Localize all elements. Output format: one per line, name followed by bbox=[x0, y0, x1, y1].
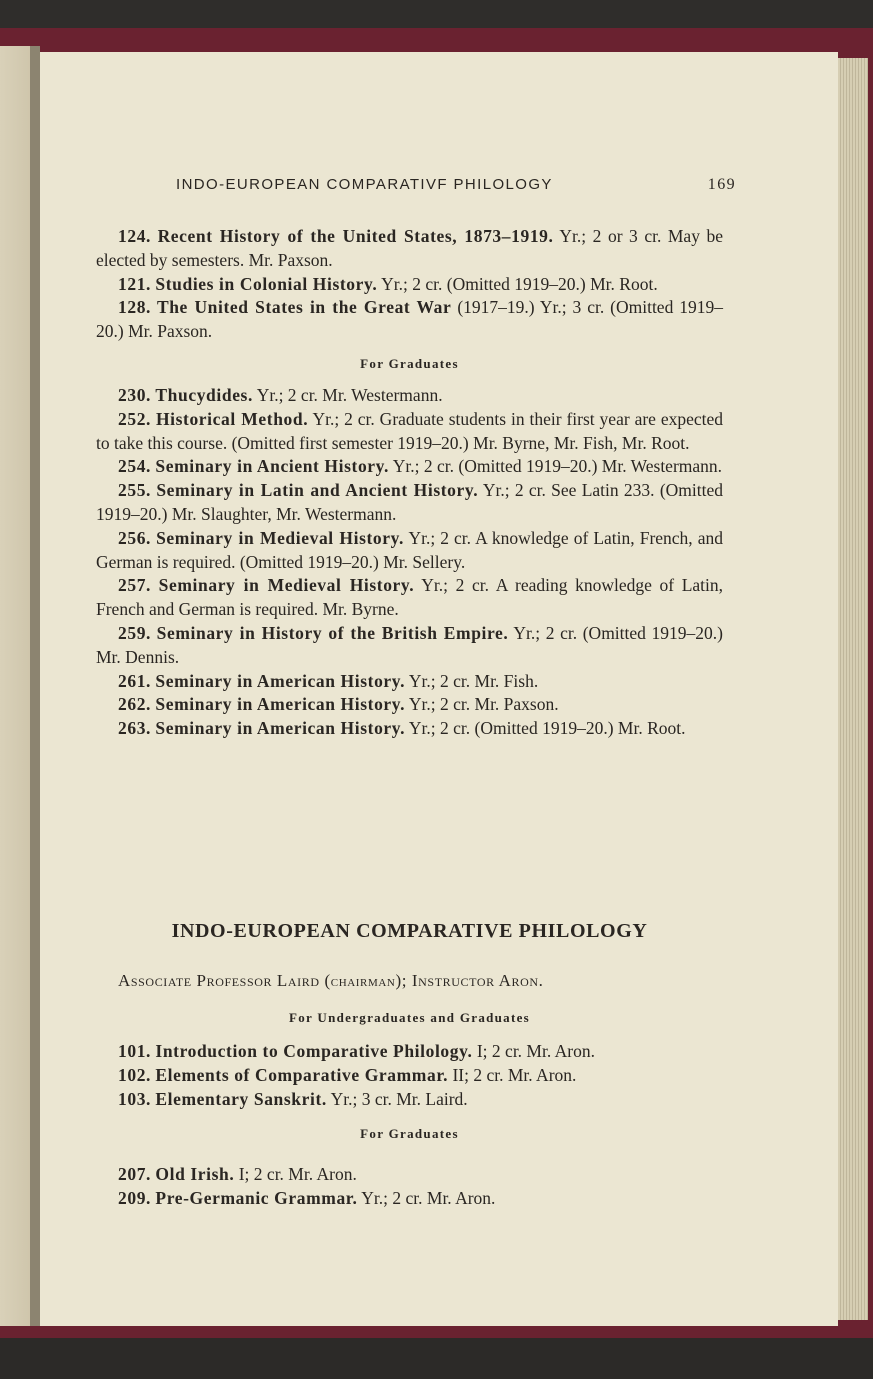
course-title: Studies in Colonial History. bbox=[155, 273, 378, 294]
course-entry: 255. Seminary in Latin and Ancient History. Yr.; 2 cr. See Latin 233. (Omitted 1919–20.) Mr. Slaughter, Mr. Westermann. bbox=[96, 480, 723, 524]
course-title: Historical Method. bbox=[155, 408, 309, 429]
faculty-text: ); Instructor Aron. bbox=[395, 971, 544, 990]
course-entry: 128. The United States in the Great War (1917–19.) Yr.; 3 cr. (Omitted 1919–20.) Mr. Paxson. bbox=[96, 297, 723, 342]
philology-grad-list bbox=[96, 1163, 723, 1211]
section-title: INDO-EUROPEAN COMPARATIVE PHILOLOGY bbox=[171, 920, 648, 942]
page-edges bbox=[838, 58, 868, 1320]
bottom-shadow bbox=[0, 1338, 873, 1379]
history-grad-list bbox=[96, 384, 723, 741]
course-title: Elementary Sanskrit. bbox=[155, 1088, 327, 1109]
course-title: Seminary in History of the British Empire. bbox=[156, 622, 509, 643]
course-entry: 262. Seminary in American History. Yr.; 2 cr. Mr. Paxson. bbox=[118, 694, 559, 715]
course-entry: 121. Studies in Colonial History. Yr.; 2 cr. (Omitted 1919–20.) Mr. Root. bbox=[118, 273, 658, 294]
course-entry: 252. Historical Method. Yr.; 2 cr. Graduate students in their first year are expected to take this course. (Omitted first semester 1919–20.) Mr. Byrne, Mr. Fish, Mr. Root. bbox=[96, 408, 724, 453]
course-entry: 124. Recent History of the United States, 1873–1919. Yr.; 2 or 3 cr. May be elected by semesters. Mr. Paxson. bbox=[96, 226, 724, 270]
subheading-undergrad-grad: For Undergraduates and Graduates bbox=[288, 1010, 531, 1025]
left-page-edge bbox=[0, 46, 30, 1326]
course-title: Old Irish. bbox=[155, 1164, 235, 1185]
course-entry: 261. Seminary in American History. Yr.; 2 cr. Mr. Fish. bbox=[118, 670, 539, 691]
subheading-graduates: For Graduates bbox=[360, 355, 459, 371]
course-title: Pre-Germanic Grammar. bbox=[155, 1188, 358, 1209]
faculty-chairman: chairman bbox=[330, 974, 396, 990]
course-title: Thucydides. bbox=[155, 384, 253, 405]
course-entry: 254. Seminary in Ancient History. Yr.; 2 cr. (Omitted 1919–20.) Mr. Westermann. bbox=[118, 456, 723, 477]
course-entry: 230. Thucydides. Yr.; 2 cr. Mr. Westermann. bbox=[118, 384, 443, 405]
course-title: Elements of Comparative Grammar. bbox=[155, 1064, 449, 1085]
course-entry: 259. Seminary in History of the British Empire. Yr.; 2 cr. (Omitted 1919–20.) Mr. Dennis. bbox=[96, 622, 723, 667]
course-title: Seminary in American History. bbox=[155, 718, 406, 739]
course-entry: 263. Seminary in American History. Yr.; 2 cr. (Omitted 1919–20.) Mr. Root. bbox=[118, 718, 686, 739]
course-title: Seminary in Medieval History. bbox=[158, 575, 415, 596]
running-head-title: INDO-EUROPEAN COMPARATIVF PHILOLOGY bbox=[176, 176, 553, 193]
course-entry: 257. Seminary in Medieval History. Yr.; 2 cr. A reading knowledge of Latin, French and German is required. Mr. Byrne. bbox=[96, 575, 724, 620]
history-undergrad-list bbox=[96, 225, 723, 344]
course-title: Seminary in American History. bbox=[155, 670, 406, 691]
history-courses bbox=[96, 225, 723, 741]
course-entry: 256. Seminary in Medieval History. Yr.; 2 cr. A knowledge of Latin, French, and German is required. (Omitted 1919–20.) Mr. Sellery. bbox=[96, 527, 724, 572]
faculty-text: Associate Professor Laird ( bbox=[118, 971, 331, 990]
course-entry: 207. Old Irish. I; 2 cr. Mr. Aron. bbox=[118, 1164, 357, 1185]
course-entry: 209. Pre-Germanic Grammar. Yr.; 2 cr. Mr. Aron. bbox=[118, 1188, 496, 1209]
course-title: Seminary in Ancient History. bbox=[155, 456, 390, 477]
philology-courses bbox=[96, 998, 723, 1211]
page-number: 169 bbox=[707, 176, 736, 193]
running-head bbox=[176, 172, 736, 198]
course-title: Recent History of the United States, 1873–1919. bbox=[157, 226, 554, 246]
course-entry: 102. Elements of Comparative Grammar. II; 2 cr. Mr. Aron. bbox=[118, 1064, 577, 1085]
philology-undergrad-list bbox=[96, 1040, 723, 1111]
course-entry: 103. Elementary Sanskrit. Yr.; 3 cr. Mr. Laird. bbox=[118, 1088, 468, 1109]
faculty-line bbox=[118, 971, 543, 991]
course-title: Seminary in Medieval History. bbox=[156, 527, 405, 548]
subheading-graduates: For Graduates bbox=[360, 1126, 459, 1142]
course-title: Seminary in American History. bbox=[155, 694, 406, 715]
course-title: Introduction to Comparative Philology. bbox=[155, 1041, 473, 1061]
gutter bbox=[30, 46, 40, 1326]
course-title: The United States in the Great War bbox=[156, 297, 452, 318]
course-title: Seminary in Latin and Ancient History. bbox=[156, 480, 479, 501]
course-entry: 101. Introduction to Comparative Philology. I; 2 cr. Mr. Aron. bbox=[118, 1041, 595, 1061]
